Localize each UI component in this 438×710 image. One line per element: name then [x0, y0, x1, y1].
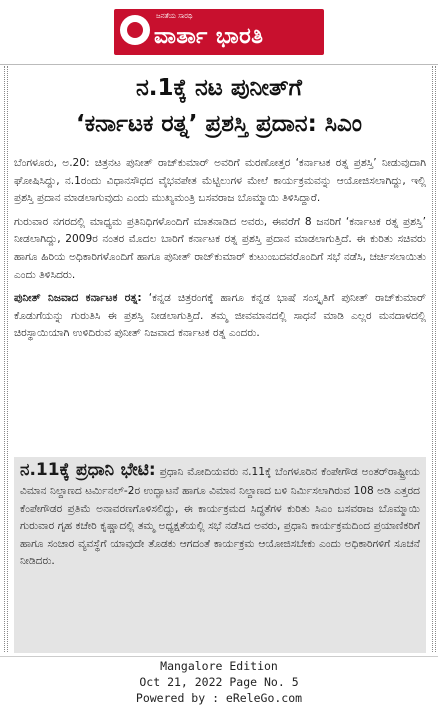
date-page-label: Oct 21, 2022 Page No. 5	[139, 675, 299, 689]
masthead	[0, 0, 438, 62]
edition-label: Mangalore Edition	[160, 659, 278, 673]
article-headline	[10, 70, 428, 142]
left-column-rule	[4, 66, 8, 652]
newspaper-logo	[114, 9, 324, 55]
pm-visit-text	[20, 457, 420, 571]
article-paragraph-1: ಬೆಂಗಳೂರು, ಅ.20: ಚಿತ್ರನಟ ಪುನೀತ್ ರಾಜ್‌ಕುಮಾರ್ ಅವರಿಗೆ ಮರಣೋತ್ತರ ‘ಕರ್ನಾಟಕ ರತ್ನ ಪ್ರಶಸ್ತಿ’ ನೀಡುವುದಾಗಿ ಘೋಷಿಸಿದ್ದು, ನ.1ರಂದು ವಿಧಾನಸೌಧದ ವೈಭವಪೇತ ಮೆಟ್ಟಿಲುಗಳ ಮೇಲೆ ಕಾರ್ಯಕ್ರಮವನ್ನು ಆಯೋಜಿಸಲಾಗಿದ್ದು, ಇಲ್ಲಿ ಪ್ರಶಸ್ತಿ ಪ್ರದಾನ ಮಾಡಲಾಗುವುದು ಎಂದು ಮುಖ್ಯಮಂತ್ರಿ ಬಸವರಾಜ ಬೊಮ್ಮಾಯಿ ತಿಳಿಸಿದ್ದಾರೆ.	[14, 157, 426, 205]
article-body	[14, 155, 426, 349]
right-column-rule	[432, 66, 436, 652]
article-paragraph-3	[14, 290, 426, 343]
logo-tagline: ಜನತೆಯ ಸಾರಥಿ	[156, 12, 193, 20]
paragraph-lead: ಪುನೀತ್ ನಿಜವಾದ ಕರ್ನಾಟಕ ರತ್ನ:	[14, 292, 142, 305]
page-footer	[0, 656, 438, 710]
pm-visit-body: ಪ್ರಧಾನಿ ಮೋದಿಯವರು ನ.11ಕ್ಕೆ ಬೆಂಗಳೂರಿನ ಕೆಂಪೇಗೌಡ ಅಂತರ್‌ರಾಷ್ಟ್ರೀಯ ವಿಮಾನ ನಿಲ್ದಾಣದ ಟರ್ಮಿನಲ್-2ರ ಉದ್ಘಾಟನೆ ಹಾಗೂ ವಿಮಾನ ನಿಲ್ದಾಣದ ಬಳಿ ನಿರ್ಮಿಸಲಾಗಿರುವ 108 ಅಡಿ ಎತ್ತರದ ಕೆಂಪೇಗೌಡರ ಪ್ರತಿಮೆ ಅನಾವರಣಗೊಳಿಸಲಿದ್ದು, ಈ ಕಾರ್ಯಕ್ರಮದ ಸಿದ್ಧತೆಗಳ ಕುರಿತು ಸಿಎಂ ಬಸವರಾಜ ಬೊಮ್ಮಾಯಿ ಗುರುವಾರ ಗೃಹ ಕಚೇರಿ ಕೃಷ್ಣಾದಲ್ಲಿ ತಮ್ಮ ಅಧ್ಯಕ್ಷತೆಯಲ್ಲಿ ಸಭೆ ನಡೆಸಿದ ಅವರು, ಪ್ರಧಾನಿ ಕಾರ್ಯಕ್ರಮದಿಂದ ಪ್ರಯಾಣಿಕರಿಗೆ ಹಾಗೂ ಸಂಚಾರ ವ್ಯವಸ್ಥೆಗೆ ಯಾವುದೇ ತೊಡಕು ಆಗದಂತೆ ಕಾರ್ಯಕ್ರಮ ಆಯೋಜಿಸಬೇಕು ಎಂದು ಅಧಿಕಾರಿಗಳಿಗೆ ಸೂಚನೆ ನೀಡಿದರು.	[20, 466, 420, 568]
paragraph-text: ‘ಕನ್ನಡ ಚಿತ್ರರಂಗಕ್ಕೆ ಹಾಗೂ ಕನ್ನಡ ಭಾಷೆ ಸಂಸ್ಕೃತಿಗೆ ಪುನೀತ್ ರಾಜ್‌ಕುಮಾರ್ ಕೊಡುಗೆಯನ್ನು ಗುರುತಿಸಿ ಈ ಪ್ರಶಸ್ತಿ ನೀಡಲಾಗುತ್ತಿದೆ. ತಮ್ಮ ಜೀವಮಾನದಲ್ಲಿ ಸಾಧನೆ ಮಾಡಿ ಎಲ್ಲರ ಮನದಾಳದಲ್ಲಿ ಚಿರಸ್ಥಾಯಿಯಾಗಿ ಉಳಿದಿರುವ ಪುನೀತ್ ನಿಜವಾದ ಕರ್ನಾಟಕ ರತ್ನ ಎಂದರು.	[14, 292, 426, 340]
logo-name: ವಾರ್ತಾ ಭಾರತಿ	[154, 24, 264, 49]
article-paragraph-2: ಗುರುವಾರ ನಗರದಲ್ಲಿ ಮಾಧ್ಯಮ ಪ್ರತಿನಿಧಿಗಳೊಂದಿಗೆ ಮಾತನಾಡಿದ ಅವರು, ಈವರೆಗೆ 8 ಜನರಿಗೆ ‘ಕರ್ನಾಟಕ ರತ್ನ ಪ್ರಶಸ್ತಿ’ ನೀಡಲಾಗಿದ್ದು, 2009ರ ನಂತರ ಮೊದಲ ಬಾರಿಗೆ ಕರ್ನಾಟಕ ರತ್ನ ಪ್ರಶಸ್ತಿ ಪ್ರದಾನ ಮಾಡಲಾಗುತ್ತಿದೆ. ಈ ಕುರಿತು ಸಚಿವರು ಹಾಗೂ ಹಿರಿಯ ಅಧಿಕಾರಿಗಳೊಂದಿಗೆ ಹಾಗೂ ಪುನೀತ್ ರಾಜ್‌ಕುಮಾರ್ ಕುಟುಂಬದವರೊಂದಿಗೆ ಸಭೆ ನಡೆಸಿ, ಚರ್ಚಿಸಲಾಯಿತು ಎಂದು ತಿಳಿಸಿದರು.	[14, 215, 426, 281]
pm-visit-box	[14, 457, 426, 653]
pm-visit-title: ನ.11ಕ್ಕೆ ಪ್ರಧಾನಿ ಭೇಟಿ:	[20, 460, 156, 480]
headline-line-1: ನ.1ಕ್ಕೆ ನಟ ಪುನೀತ್‌ಗೆ	[136, 75, 302, 101]
logo-emblem-icon	[120, 15, 150, 45]
headline-line-2: ‘ಕರ್ನಾಟಕ ರತ್ನ’ ಪ್ರಶಸ್ತಿ ಪ್ರದಾನ: ಸಿಎಂ	[76, 111, 362, 137]
powered-by-label: Powered by : eReleGo.com	[135, 691, 303, 705]
